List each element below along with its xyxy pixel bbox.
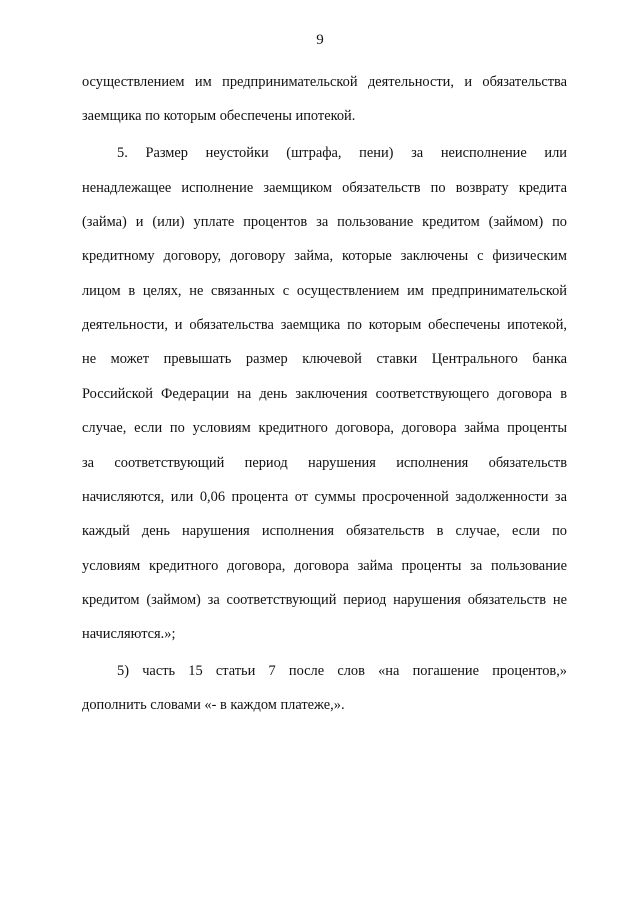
text-line: 5) часть 15 статьи 7 после слов «на погашение процентов,» <box>117 663 567 679</box>
text-line: начисляются, или 0,06 процента от суммы просроченной задолженности за <box>82 489 567 505</box>
text-line: заемщика по которым обеспечены ипотекой. <box>82 108 356 124</box>
text-line: деятельности, и обязательства заемщика по которым обеспечены ипотекой, <box>82 317 567 333</box>
text-line: лицом в целях, не связанных с осуществлением им предпринимательской <box>82 283 567 299</box>
text-line: осуществлением им предпринимательской деятельности, и обязательства <box>82 74 567 90</box>
page-number: 9 <box>316 32 324 48</box>
text-line: кредитному договору, договору займа, которые заключены с физическим <box>82 248 567 264</box>
text-line: начисляются.»; <box>82 626 176 642</box>
text-line: за соответствующий период нарушения исполнения обязательств <box>82 455 567 471</box>
text-line: каждый день нарушения исполнения обязательств в случае, если по <box>82 523 567 539</box>
text-line: (займа) и (или) уплате процентов за пользование кредитом (займом) по <box>82 214 567 230</box>
text-line: Российской Федерации на день заключения соответствующего договора в <box>82 386 567 402</box>
text-line: условиям кредитного договора, договора займа проценты за пользование <box>82 558 567 574</box>
text-line: 5. Размер неустойки (штрафа, пени) за неисполнение или <box>117 145 567 161</box>
text-line: ненадлежащее исполнение заемщиком обязательств по возврату кредита <box>82 180 567 196</box>
text-line: случае, если по условиям кредитного договора, договора займа проценты <box>82 420 567 436</box>
text-line: не может превышать размер ключевой ставки Центрального банка <box>82 351 567 367</box>
text-line: дополнить словами «- в каждом платеже,». <box>82 697 345 713</box>
text-line: кредитом (займом) за соответствующий период нарушения обязательств не <box>82 592 567 608</box>
